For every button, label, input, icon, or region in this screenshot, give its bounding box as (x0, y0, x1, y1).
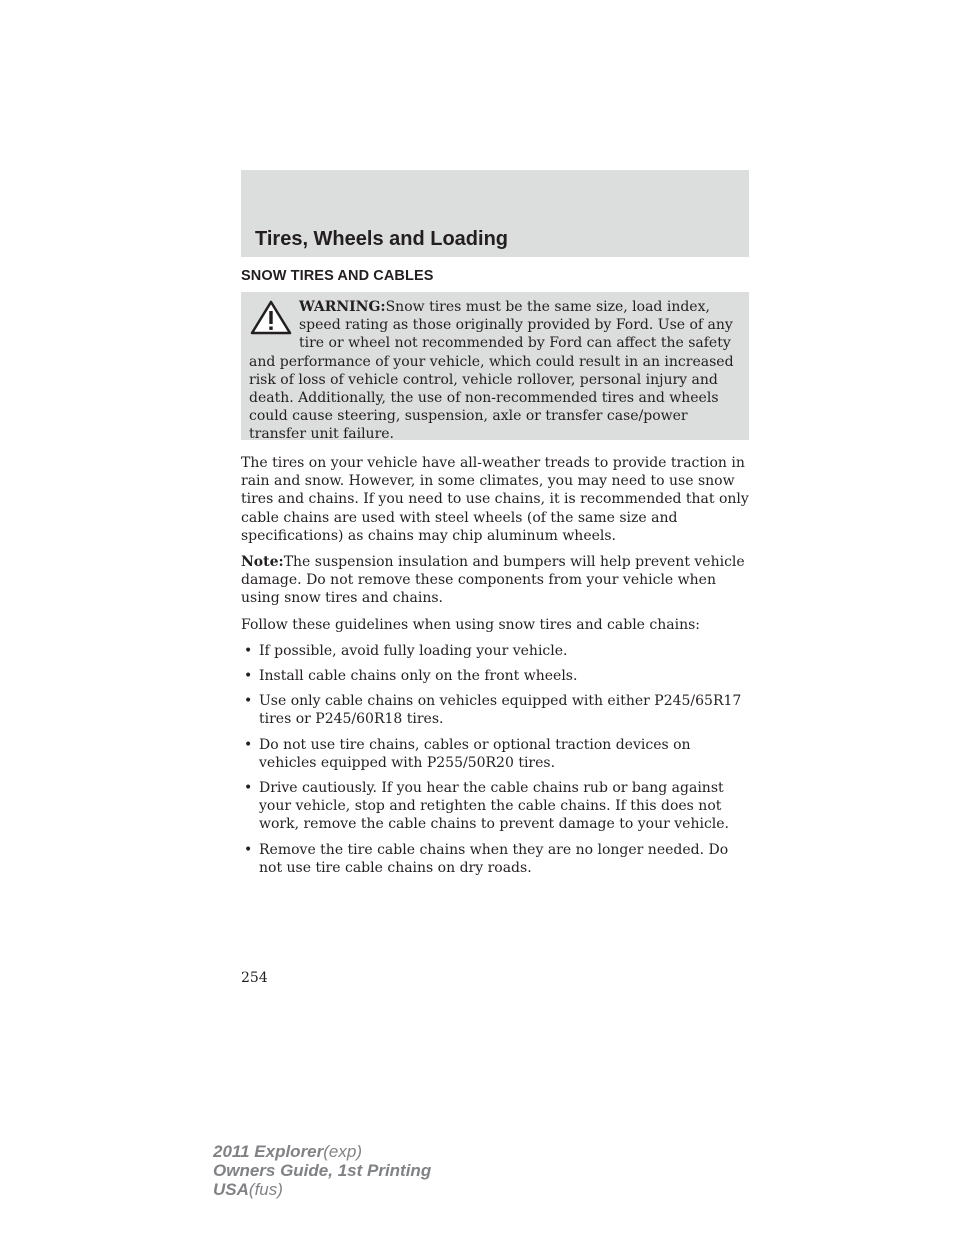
note-label: Note: (241, 554, 284, 571)
bullet: • (244, 693, 253, 710)
page-number: 254 (241, 970, 268, 986)
bullet: • (244, 841, 253, 858)
warning-text: Snow tires must be the same size, load index, speed rating as those originally provided by Ford. Use of any tire or wheel not recommended by Ford can affect the safety and performance of your vehicle, which could result in an increased risk of loss of vehicle control, vehicle rollover, personal injury and death. Additionally, the use of non-recommended tires and wheels could cause steering, suspension, axle or transfer case/power transfer unit failure. (249, 299, 734, 443)
guidelines-intro: Follow these guidelines when using snow tires and cable chains: (241, 616, 701, 633)
list-item: • Remove the tire cable chains when they are no longer needed. Do not use tire cable chains on dry roads. (244, 841, 729, 876)
bullet: • (244, 780, 253, 797)
print-footer (213, 1142, 431, 1199)
list-item: • Drive cautiously. If you hear the cable chains rub or bang against your vehicle, stop and retighten the cable chains. If this does not work, remove the cable chains to prevent damage to your vehicle. (244, 780, 729, 833)
bullet: • (244, 736, 253, 753)
footer-line-3: USA(fus) (213, 1180, 283, 1199)
chapter-title: Tires, Wheels and Loading (255, 228, 509, 250)
chapter-header-band (241, 170, 749, 257)
note-paragraph (241, 553, 751, 608)
bullet: • (244, 668, 253, 685)
warning-label: WARNING: (299, 299, 386, 315)
warning-box (241, 292, 749, 443)
bullet: • (244, 642, 253, 659)
note-text: The suspension insulation and bumpers will help prevent vehicle damage. Do not remove these components from your vehicle when using snow tires and chains. (241, 554, 745, 607)
body-text (241, 454, 751, 884)
list-item: • Install cable chains only on the front wheels. (244, 668, 578, 685)
list-item: • If possible, avoid fully loading your vehicle. (244, 642, 568, 659)
footer-line-2: Owners Guide, 1st Printing (213, 1161, 432, 1180)
list-item: • Use only cable chains on vehicles equipped with either P245/65R17 tires or P245/60R18 tires. (244, 693, 742, 728)
guidelines-list (241, 642, 751, 877)
intro-paragraph: The tires on your vehicle have all-weather treads to provide traction in rain and snow. However, in some climates, you may need to use snow tires and chains. If you need to use chains, it is recommended that only cable chains are used with steel wheels (of the same size and specifications) as chains may chip aluminum wheels. (241, 455, 749, 544)
list-item: • Do not use tire chains, cables or optional traction devices on vehicles equipped with P255/50R20 tires. (244, 736, 691, 771)
warning-triangle-icon (249, 300, 293, 336)
footer-line-1: 2011 Explorer(exp) (213, 1142, 362, 1161)
section-heading: SNOW TIRES AND CABLES (241, 268, 434, 284)
